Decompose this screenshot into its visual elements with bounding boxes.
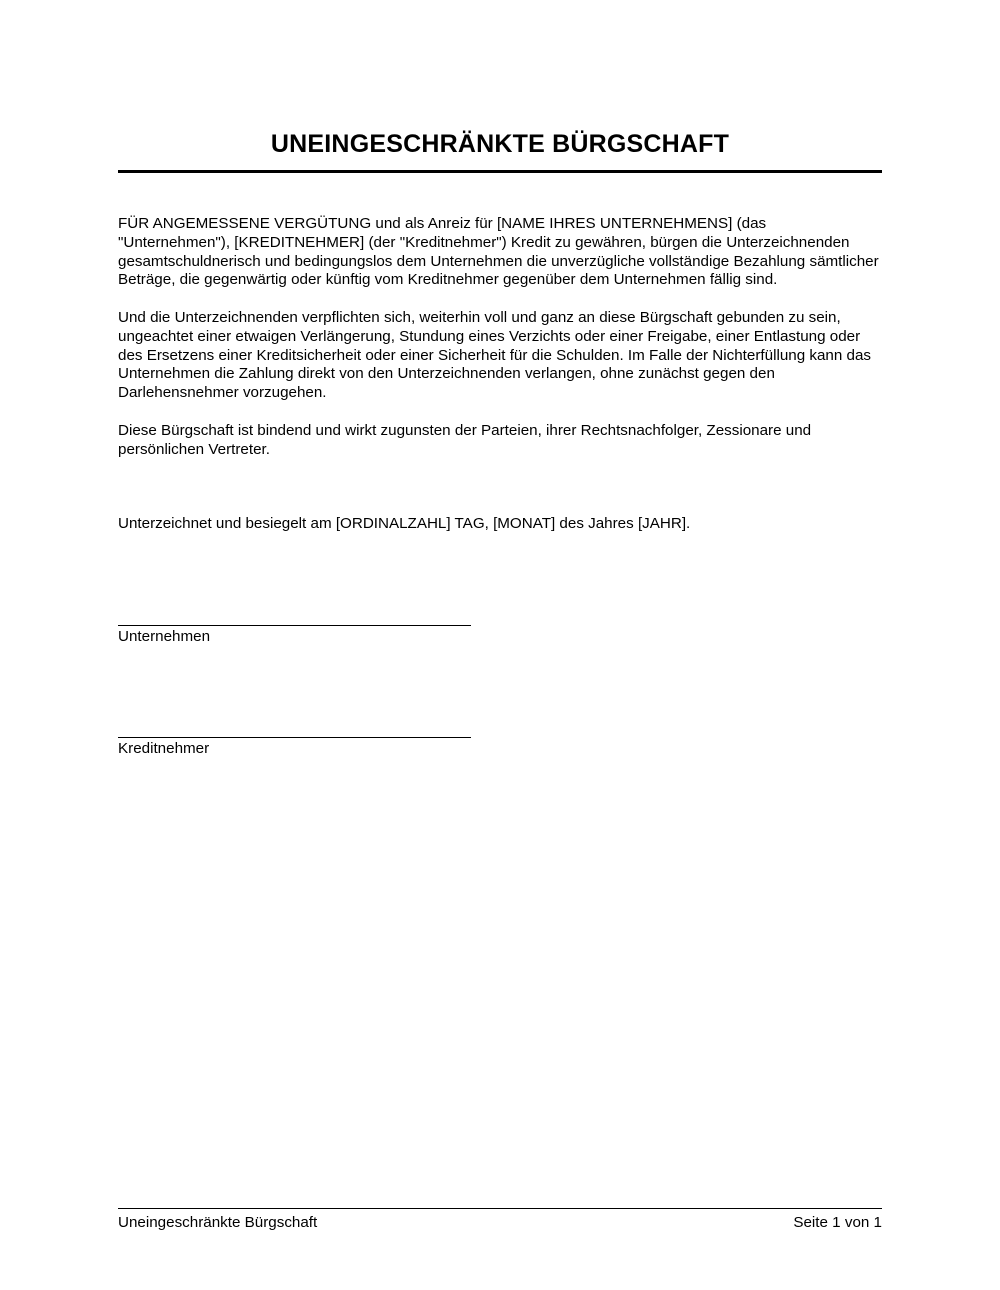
paragraph-binding-effect: Diese Bürgschaft ist bindend und wirkt zugunsten der Parteien, ihrer Rechtsnachfolger, Zessionare und persönlichen Vertreter.: [118, 421, 812, 458]
footer-page-number: Seite 1 von 1: [793, 1214, 882, 1231]
signature-label-company: Unternehmen: [118, 628, 211, 645]
signature-line-company: [118, 625, 471, 626]
footer-divider: [118, 1208, 882, 1209]
signature-label-borrower: Kreditnehmer: [118, 740, 210, 757]
signed-sealed-statement: Unterzeichnet und besiegelt am [ORDINALZAHL] TAG, [MONAT] des Jahres [JAHR].: [118, 515, 691, 532]
footer-document-name: Uneingeschränkte Bürgschaft: [118, 1214, 318, 1231]
paragraph-consideration: FÜR ANGEMESSENE VERGÜTUNG und als Anreiz für [NAME IHRES UNTERNEHMENS] (das "Unternehmen"), [KREDITNEHMER] (der "Kreditnehmer") Kredit zu gewähren, bürgen die Unterzeichnenden gesamtschuldnerisch und bedingungslos dem Unternehmen die unverzügliche vollständige Bezahlung sämtlicher Beträge, die gegenwärtig oder künftig vom Kreditnehmer gegenüber dem Unternehmen fällig sind.: [118, 215, 879, 289]
document-title: UNEINGESCHRÄNKTE BÜRGSCHAFT: [270, 130, 730, 158]
title-divider: [118, 170, 882, 173]
paragraph-obligations: Und die Unterzeichnenden verpflichten sich, weiterhin voll und ganz an diese Bürgschaft gebunden zu sein, ungeachtet einer etwaigen Verlängerung, Stundung eines Verzichts oder einer Freigabe, einer Entlastung oder des Ersetzens einer Kreditsicherheit oder einer Sicherheit für die Schulden. Im Falle der Nichterfüllung kann das Unternehmen die Zahlung direkt von den Unterzeichnenden verlangen, ohne zunächst gegen den Darlehensnehmer vorzugehen.: [118, 308, 872, 402]
document-body: [118, 215, 882, 478]
signature-line-borrower: [118, 737, 471, 738]
